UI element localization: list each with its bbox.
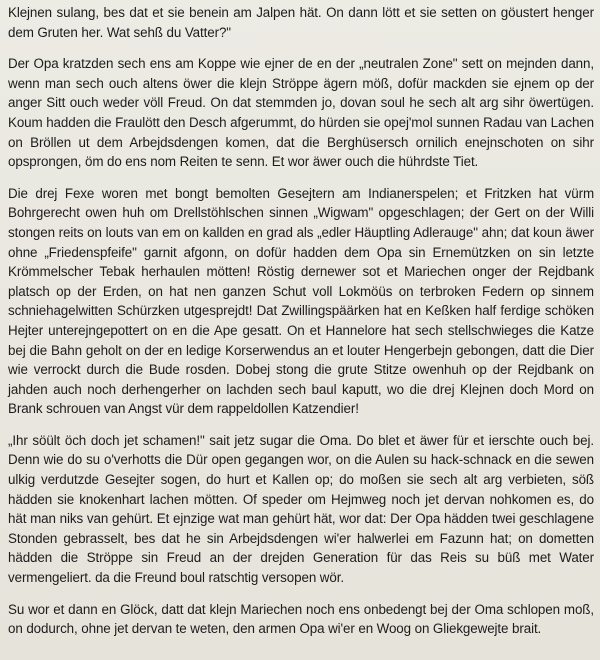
- paragraph-4: „Ihr söült öch doch jet schamen!" sait jetz sugar die Oma. Do blet et äwer für et ierschte ouch bej. Denn wie do su o'verhotts die Dür open gegangen wor, on die Aulen su hack-schnack en die sewen ulkig verdutzde Gesejter sogen, do hurt et Kallen op; do moßen sie sech alt arg verbieten, söß hädden sie knokenhart lachen mötten. Of speder om Hejmweg noch jet dervan nohkomen es, do hät man niks van gehürt. Et ejnzige wat man gehürt hät, wor dat: Der Opa hädden twei geschlagene Stonden gebrasselt, bes dat he sin Arbejdsdengen wi'er halwerlei em Fazunn hat; on dometten hädden die Ströppe sin Freud an der drejden Generation für das Reis su büß met Water vermengeliert. da die Freund boul ratschtig versopen wör.: [8, 432, 594, 586]
- paragraph-1: Klejnen sulang, bes dat et sie benein am Jalpen hät. On dann lött et sie setten on göustert henger dem Gruten her. Wat sehß du Vatter?": [8, 5, 594, 40]
- paragraph-5: Su wor et dann en Glöck, datt dat klejn Mariechen noch ens onbedengt bej der Oma schlopen moß, on dodurch, ohne jet dervan te weten, den armen Opa wi'er en Woog on Gliekgewejte brait.: [8, 601, 594, 637]
- paragraph-2: Der Opa kratzden sech ens am Koppe wie ejner de en der „neutralen Zone" sett on mejnden dann, wenn man sech ouch altens öwer die klejn Ströppe ägern möß, dofür mackden sie ejnem op der anger Sitt ouch weder völl Freud. On dat stemmden jo, dovan soul he sech alt arg sihr öwertügen. Koum hadden die Fraulött den Desch afgerummt, do hürden sie opej'mol sunnen Radau van Lachen on Bröllen ut dem Arbejdsdengen komen, dat die Berghüsersch ornilich enejnschoten on sihr opsprongen, öm do ens nom Reiten te senn. Et wor äwer ouch die hührdste Tiet.: [8, 56, 594, 170]
- paragraph-3: Die drej Fexe woren met bongt bemolten Gesejtern am Indianerspelen; et Fritzken hat vürm Bohrgerecht owen huh om Drellstöhlschen sinnen „Wigwam" opgeschlagen; der Gert on der Willi stongen reits on louts van em on kallden en grad als „edler Häuptling Adlerauge" ahn; dat koun äwer ohne „Friedenspfeife" garnit afgonn, on dofür hadden dem Opa sin Ernemützken on sin letzte Krömmelscher Tebak herhaulen mötten! Röstig dernewer sot et Mariechen onger der Rejdbank platsch op der Erden, on hat nen ganzen Schut voll Lokmöüs on terbroken Federn op sinnem schniehagelwitten Schürzken utgesprejdt! Dat Zwillingspäärken hat en Keßken half ferdige schöken Hejter unterejngepottert on en die Ape gesatt. On et Hannelore hat sech stellschwieges die Katze bej die Bahn geholt on der en ledige Korserwendus an et louter Hengerbejn gebongen, datt die Dier wie verrockt durch die Bude rosden. Dobej stong die grute Stitze owenhuh op der Rejdbank on jahden auch noch derhengerher on lachden sech baul kaputt, wo die drej Klejnen doch Mord on Brank schrouen van Angst vür dem rappeldollen Katzendier!: [8, 185, 594, 417]
